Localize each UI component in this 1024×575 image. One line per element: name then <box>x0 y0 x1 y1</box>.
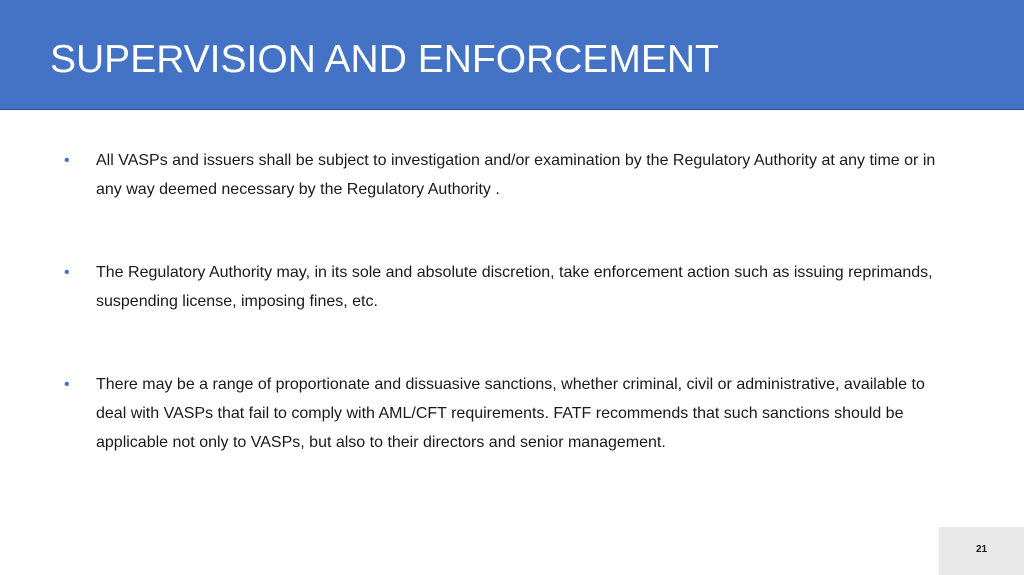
bullet-item-enforcement <box>64 258 944 316</box>
bullet-dot-icon: • <box>64 152 70 169</box>
bullet-text: There may be a range of proportionate and dissuasive sanctions, whether criminal, civil or administrative, available to deal with VASPs that fail to comply with AML/CFT requirements. FATF recommends that such sanctions should be applicable not only to VASPs, but also to their directors and senior management. <box>96 376 925 451</box>
bullet-dot-icon: • <box>64 376 70 393</box>
slide-title: SUPERVISION AND ENFORCEMENT <box>50 38 719 81</box>
bullet-item-sanctions <box>64 370 944 457</box>
bullet-dot-icon: • <box>64 264 70 281</box>
page-number: 21 <box>975 544 988 555</box>
bullet-text: The Regulatory Authority may, in its sole and absolute discretion, take enforcement action such as issuing reprimands, suspending license, imposing fines, etc. <box>96 264 933 310</box>
page-number-box <box>939 527 1024 575</box>
bullet-item-investigation <box>64 146 944 204</box>
title-bar <box>0 0 1024 110</box>
bullet-text: All VASPs and issuers shall be subject to investigation and/or examination by the Regulatory Authority at any time or in any way deemed necessary by the Regulatory Authority . <box>96 152 936 198</box>
bullet-list <box>64 146 944 457</box>
